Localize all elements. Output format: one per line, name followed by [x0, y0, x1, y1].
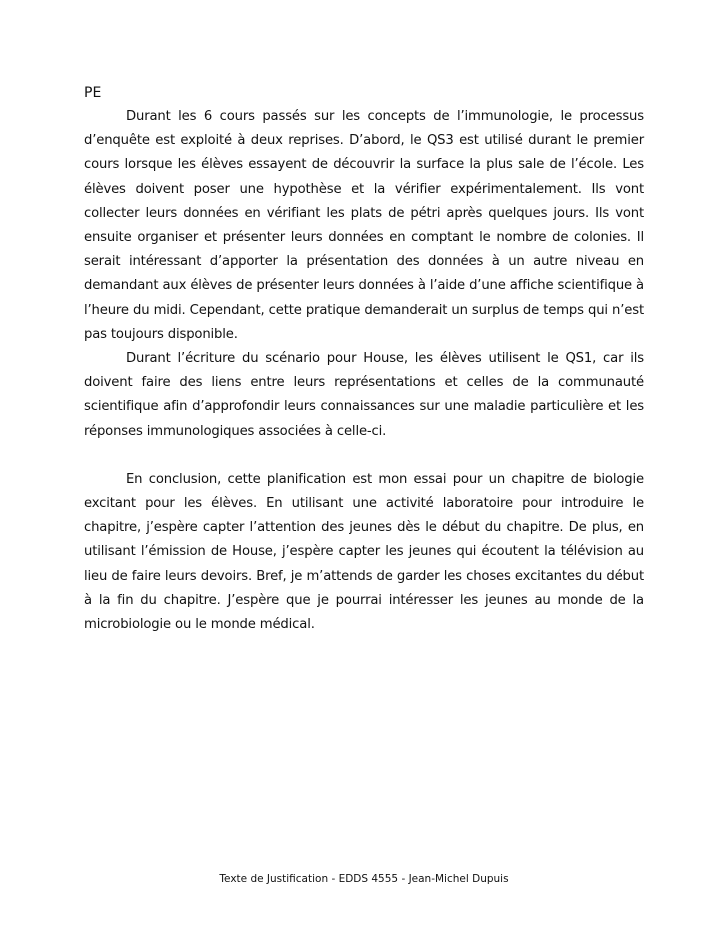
- paragraph-spacer: [84, 444, 644, 468]
- paragraph-house-scenario: Durant l’écriture du scénario pour House, les élèves utilisent le QS1, car ils doivent faire des liens entre leurs représentations et celles de la communauté scientifique afin d’approfondir leurs connaissances sur une maladie particulière et les réponses immunologiques associées à celle-ci.: [84, 351, 644, 439]
- section-heading: PE: [84, 85, 102, 101]
- page-footer: Texte de Justification - EDDS 4555 - Jean-Michel Dupuis: [219, 873, 509, 885]
- paragraph-conclusion: En conclusion, cette planification est mon essai pour un chapitre de biologie excitant pour les élèves. En utilisant une activité laboratoire pour introduire le chapitre, j’espère capter l’attention des jeunes dès le début du chapitre. De plus, en utilisant l’émission de House, j’espère capter les jeunes qui écoutent la télévision au lieu de faire leurs devoirs. Bref, je m’attends de garder les choses excitantes du début à la fin du chapitre. J’espère que je pourrai intéresser les jeunes au monde de la microbiologie ou le monde médical.: [84, 471, 644, 633]
- paragraph-investigation-process: Durant les 6 cours passés sur les concepts de l’immunologie, le processus d’enquête est exploité à deux reprises. D’abord, le QS3 est utilisé durant le premier cours lorsque les élèves essayent de découvrir la surface la plus sale de l’école. Les élèves doivent poser une hypothèse et la vérifier expérimentalement. Ils vont collecter leurs données en vérifiant les plats de pétri après quelques jours. Ils vont ensuite organiser et présenter leurs données en comptant le nombre de colonies. Il serait intéressant d’apporter la présentation des données à un autre niveau en demandant aux élèves de présenter leurs données à l’aide d’une affiche scientifique à l’heure du midi. Cependant, cette pratique demanderait un surplus de temps qui n’est pas toujours disponible.: [84, 109, 644, 342]
- page-body: [84, 81, 644, 637]
